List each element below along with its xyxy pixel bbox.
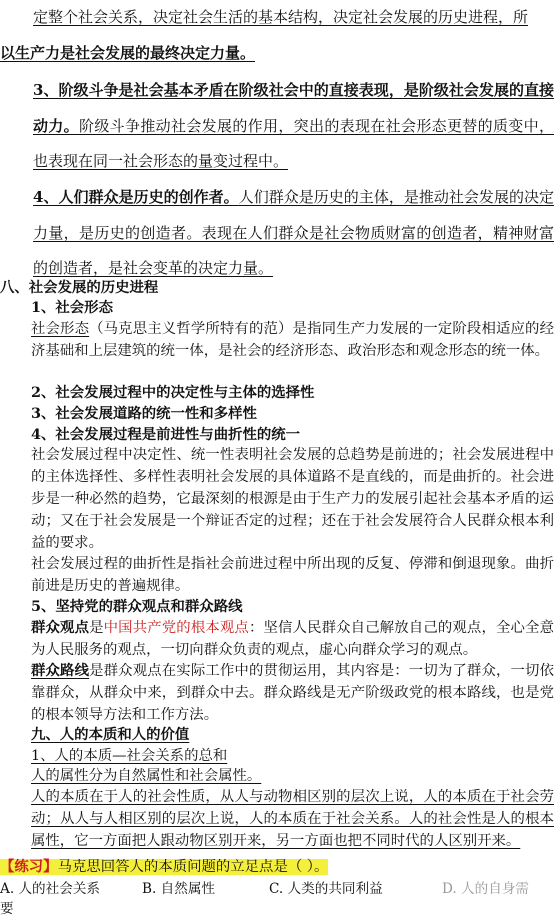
section-heading-text: 八、社会发展的历史进程: [0, 279, 159, 296]
paragraph-tortuosity: [0, 553, 554, 597]
paragraph-text: 人的属性分为自然属性和社会属性。: [31, 768, 262, 784]
paragraph-social-formation: [0, 318, 554, 362]
subsection-heading: [0, 403, 554, 425]
option-b[interactable]: B. 自然属性: [142, 881, 216, 897]
term: 社会形态: [31, 321, 90, 337]
option-c[interactable]: C. 人类的共同利益: [269, 881, 383, 897]
paragraph-text: （马克思主义哲学所特有的范）是指同生产力发展的一定阶段相适应的经济基础和上层建筑的统一体，是社会的经济形态、政治形态和观念形态的统一体。: [31, 321, 554, 359]
paragraph-text: 是群众观点在实际工作中的贯彻运用，其内容是：一切为了群众，一切依靠群众，从群众中来，到群众中去。群众路线是无产阶级政党的根本路线，也是党的根本领导方法和工作方法。: [31, 663, 554, 723]
question-text: 马克思回答人的本质问题的立足点是（ ）。: [57, 859, 329, 875]
paragraph-text: 定整个社会关系，决定社会生活的基本结构，决定社会发展的历史进程，所: [33, 8, 529, 26]
text-line: [0, 0, 554, 36]
text-line: [0, 36, 554, 72]
paragraph-text: 是: [89, 620, 104, 636]
paragraph-text: 阶级斗争推动社会发展的作用，突出的表现在社会形态更替的质变中，也表现在同一社会形态的量变过程中。: [33, 116, 554, 170]
option-a[interactable]: A. 人的社会关系: [0, 881, 101, 897]
bold-statement: 3、阶级斗争是社会基本矛盾在阶级社会中的直接表现，是阶级社会发展的直接动力。: [33, 81, 554, 135]
bold-statement: 4、人们群众是历史的创作者。: [33, 188, 239, 206]
subsection-heading-text: 1、社会形态: [31, 299, 113, 316]
paragraph-class-struggle: [0, 73, 554, 180]
subsection-heading: [0, 596, 554, 618]
paragraph-masses: [0, 180, 554, 287]
subsection-heading: [0, 297, 554, 319]
option-d[interactable]: D. 人的自身需: [442, 881, 530, 897]
option-d-continuation: 要: [0, 901, 14, 917]
subsection-heading: [0, 745, 554, 767]
paragraph-text: 人的本质在于人的社会性质，从人与动物相区别的层次上说，人的本质在于社会劳动；从人与人相区别的层次上说，人的本质在于社会关系。人的社会性是人的根本属性，它一方面把人跟动物区别开来，另一方面也把不同时代的人区别开来。: [31, 789, 554, 849]
exercise-question-highlight: [0, 859, 328, 875]
highlight-red-text: 中国共产党的根本观点: [103, 620, 249, 636]
subsection-heading-text: 4、社会发展过程是前进性与曲折性的统一: [31, 426, 301, 443]
subsection-heading: [0, 382, 554, 404]
paragraph-mass-line: [0, 660, 554, 726]
paragraph-mass-viewpoint: [0, 617, 554, 661]
paragraph-text: 社会发展过程的曲折性是指社会前进过程中所出现的反复、停滞和倒退现象。曲折前进是历史的普遍规律。: [31, 556, 554, 594]
section-heading: [0, 724, 554, 746]
section-heading-text: 九、人的本质和人的价值: [31, 726, 190, 743]
section-heading: [0, 277, 554, 299]
paragraph-text: 人们群众是历史的主体，是推动社会发展的决定力量，是历史的创造者。表现在人们群众是社会物质财富的创造者，精神财富的创造者，是社会变革的决定力量。: [33, 188, 554, 277]
subsection-heading: [0, 424, 554, 446]
paragraph-text: 社会发展过程中决定性、统一性表明社会发展的总趋势是前进的；社会发展进程中的主体选择性、多样性表明社会发展的具体道路不是直线的，而是曲折的。社会进步是一种必然的趋势，它最深刻的根源是由于生产力的发展引起社会基本矛盾的运动；又在于社会发展是一个辩证否定的过程；还在于社会发展符合人民群众根本利益的要求。: [31, 447, 554, 551]
paragraph-text: 以生产力是社会发展的最终决定力量。: [0, 44, 256, 62]
subsection-heading-text: 2、社会发展过程中的决定性与主体的选择性: [31, 384, 315, 401]
term: 群众路线: [31, 662, 90, 679]
option-d-wrap: [0, 899, 14, 919]
exercise-options: [0, 879, 554, 899]
paragraph-human-essence: [0, 786, 554, 852]
subsection-heading-text: 3、社会发展道路的统一性和多样性: [31, 405, 257, 422]
term: 群众观点: [31, 619, 90, 636]
text-line: [0, 765, 554, 787]
paragraph-text: ：坚信人民群众自己解放自己的观点，全心全意为人民服务的观点，一切向群众负责的观点，虚心向群众学习的观点。: [31, 620, 554, 658]
subsection-heading-text: 5、坚持党的群众观点和群众路线: [31, 598, 243, 615]
subsection-heading-text: 1、人的本质—社会关系的总和: [31, 748, 228, 764]
exercise-tag: 【练习】: [0, 858, 58, 875]
exercise-question: [0, 856, 554, 878]
paragraph-progress: [0, 444, 554, 554]
